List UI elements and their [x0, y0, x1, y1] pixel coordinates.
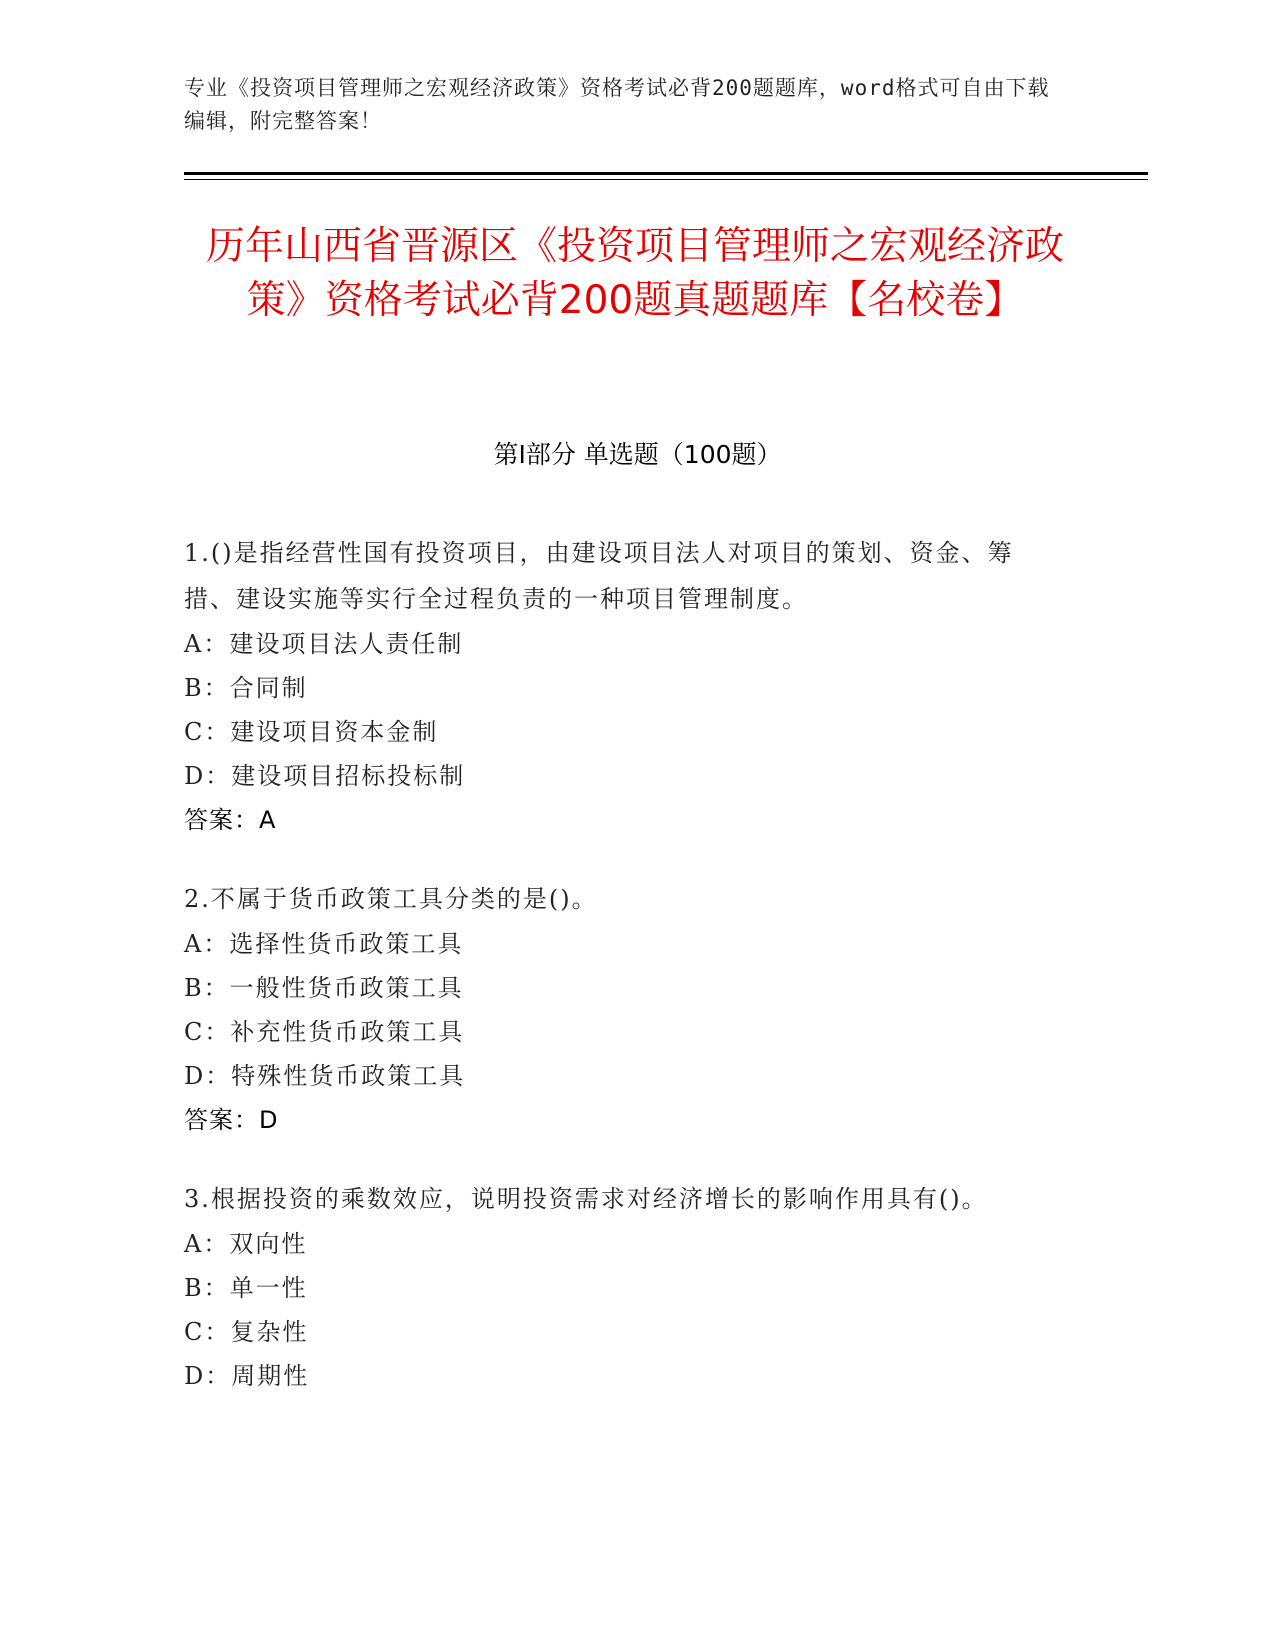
question-1: [184, 530, 1064, 842]
option-b: B：单一性: [184, 1274, 308, 1302]
option-a: A：双向性: [184, 1230, 308, 1258]
option-d: D：周期性: [184, 1362, 310, 1390]
answer-line: 答案：D: [184, 1106, 279, 1134]
option-d: D：特殊性货币政策工具: [184, 1062, 466, 1090]
header-note: 专业《投资项目管理师之宏观经济政策》资格考试必背200题题库，word格式可自由下载编辑，附完整答案！: [184, 76, 1050, 133]
answer-line: 答案：A: [184, 806, 277, 834]
header-rule-thin: [184, 179, 1148, 180]
question-2: [184, 876, 1064, 1142]
option-a: A：建设项目法人责任制: [184, 630, 464, 658]
question-stem: 2.不属于货币政策工具分类的是()。: [184, 885, 598, 913]
document-title: 历年山西省晋源区《投资项目管理师之宏观经济政策》资格考试必背200题真题题库【名校卷】: [205, 224, 1064, 323]
option-c: C：补充性货币政策工具: [184, 1018, 465, 1046]
question-3: [184, 1176, 1064, 1398]
section-heading: 第Ⅰ部分 单选题（100题）: [493, 440, 782, 469]
header-rule-thick: [184, 172, 1148, 175]
question-stem: 1.()是指经营性国有投资项目，由建设项目法人对项目的策划、资金、筹措、建设实施等实行全过程负责的一种项目管理制度。: [184, 539, 1014, 613]
question-list: [184, 530, 1064, 1432]
question-stem: 3.根据投资的乘数效应，说明投资需求对经济增长的影响作用具有()。: [184, 1185, 988, 1213]
option-b: B：合同制: [184, 674, 308, 702]
option-c: C：复杂性: [184, 1318, 309, 1346]
option-d: D：建设项目招标投标制: [184, 762, 466, 790]
option-a: A：选择性货币政策工具: [184, 930, 464, 958]
option-c: C：建设项目资本金制: [184, 718, 439, 746]
option-b: B：一般性货币政策工具: [184, 974, 464, 1002]
